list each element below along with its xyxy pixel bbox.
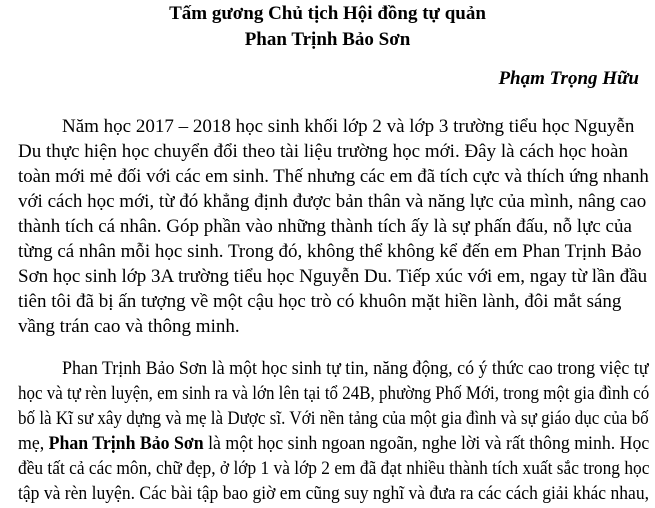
paragraph-1-line: với cách học mới, từ đó khẳng định được bản thân và năng lực của mình, nâng cao: [18, 191, 647, 212]
paragraph-1-line: thành tích cá nhân. Góp phần vào những thành tích ấy là sự phấn đấu, nỗ lực của: [18, 216, 632, 237]
paragraph-2-text: là một học sinh ngoan ngoãn, nghe lời và rất thông minh. Học: [203, 433, 650, 454]
student-name-bold: Phan Trịnh Bảo Sơn: [48, 433, 204, 454]
paragraph-1-line: vầng trán cao và thông minh.: [18, 316, 240, 337]
paragraph-1-line: Sơn học sinh lớp 3A trường tiểu học Nguyễn Du. Tiếp xúc với em, ngay từ lần đầu: [18, 266, 648, 287]
paragraph-2-text: mẹ,: [18, 433, 49, 454]
paragraph-1-line: từng cá nhân mỗi học sinh. Trong đó, không thể không kể đến em Phan Trịnh Bảo: [18, 241, 642, 262]
paragraph-1-line: Năm học 2017 – 2018 học sinh khối lớp 2 và lớp 3 trường tiểu học Nguyễn: [62, 116, 635, 137]
document-title-line-1: Tấm gương Chủ tịch Hội đồng tự quản: [169, 3, 486, 24]
paragraph-2-line: Phan Trịnh Bảo Sơn là một học sinh tự tin, năng động, có ý thức cao trong việc tự: [62, 358, 649, 379]
paragraph-2-line: bố là Kĩ sư xây dựng và mẹ là Dược sĩ. Với nền tảng của một gia đình và sự giáo dục của bố: [18, 408, 649, 429]
paragraph-2-line: tập và rèn luyện. Các bài tập bao giờ em cũng suy nghĩ và đưa ra các cách giải khác nhau,: [18, 483, 650, 504]
paragraph-1-line: Du thực hiện học chuyển đổi theo tài liệu trường học mới. Đây là cách học hoàn: [18, 141, 628, 162]
document-title-line-2: Phan Trịnh Bảo Sơn: [244, 29, 411, 50]
paragraph-1-line: toàn mới mẻ đối với các em sinh. Thế nhưng các em đã tích cực và thích ứng nhanh: [18, 166, 649, 187]
paragraph-2-line: đều tất cả các môn, chữ đẹp, ở lớp 1 và lớp 2 em đã đạt nhiều thành tích xuất sắc trong học: [18, 458, 650, 479]
paragraph-2-line: học và tự rèn luyện, em sinh ra và lớn lên tại tổ 24B, phường Phố Mới, trong một gia đình có: [18, 383, 650, 404]
author-name: Phạm Trọng Hữu: [498, 68, 639, 89]
paragraph-2-line: [18, 433, 649, 455]
paragraph-1-line: tiên tôi đã bị ấn tượng về một cậu học trò có khuôn mặt hiền lành, đôi mắt sáng: [18, 291, 622, 312]
